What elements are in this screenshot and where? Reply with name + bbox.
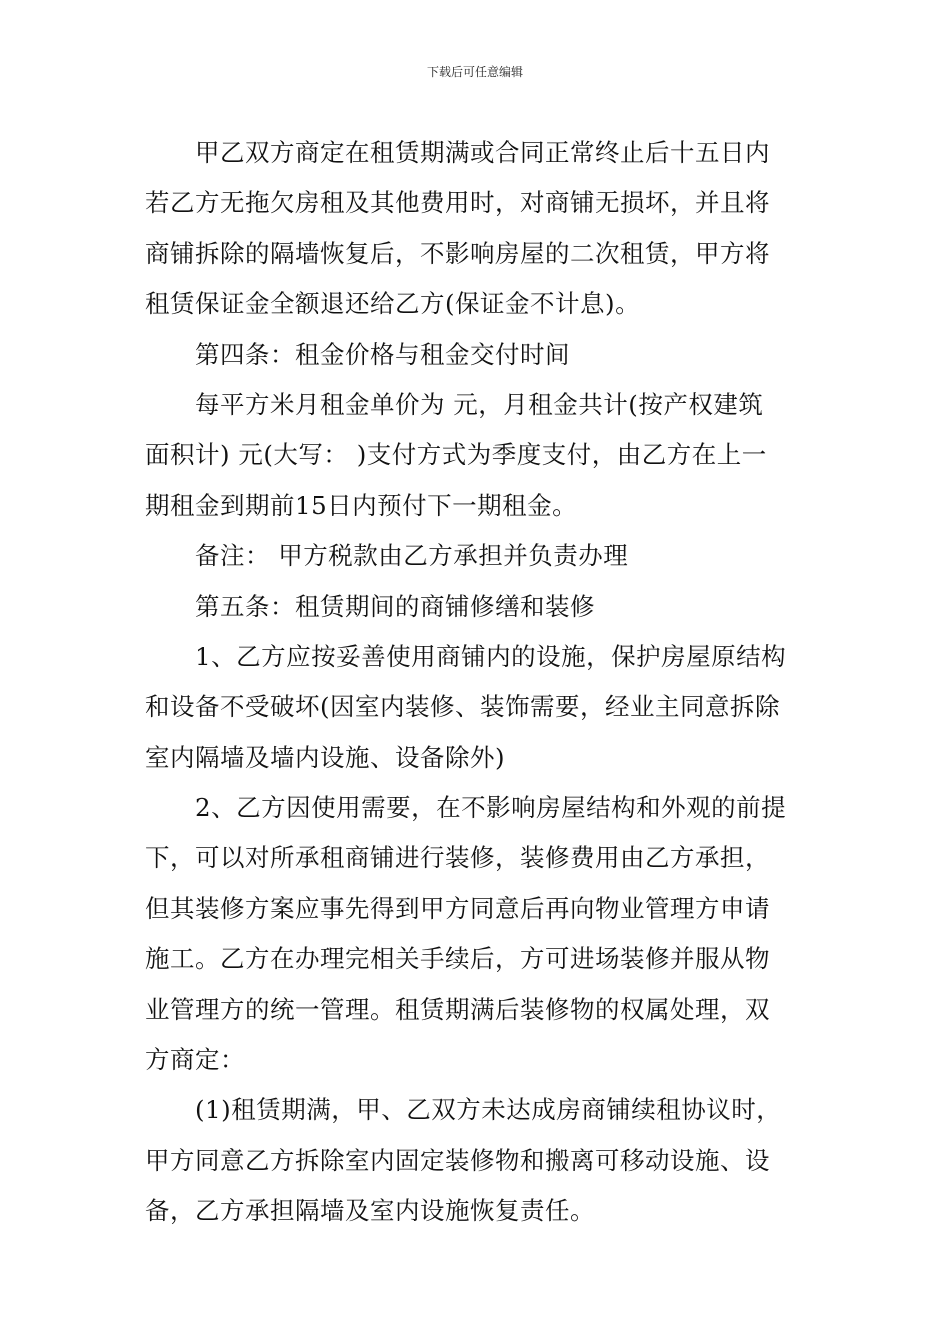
note-line: 备注： 甲方税款由乙方承担并负责办理	[195, 541, 629, 571]
paragraph-line: 商铺拆除的隔墙恢复后，不影响房屋的二次租赁，甲方将	[145, 238, 770, 268]
paragraph-line: 业管理方的统一管理。租赁期满后装修物的权属处理，双	[145, 994, 770, 1024]
section-heading: 第五条：租赁期间的商铺修缮和装修	[195, 591, 595, 621]
paragraph-line: 租赁保证金全额退还给乙方(保证金不计息)。	[145, 289, 641, 319]
paragraph-line: 备，乙方承担隔墙及室内设施恢复责任。	[145, 1196, 595, 1226]
paragraph-line: 1、乙方应按妥善使用商铺内的设施，保护房屋原结构	[195, 641, 787, 671]
paragraph-line: 面积计) 元(大写： )支付方式为季度支付，由乙方在上一	[145, 440, 767, 470]
paragraph-line: 期租金到期前15日内预付下一期租金。	[145, 490, 578, 520]
document-body	[145, 128, 815, 1237]
page-header: 下载后可任意编辑	[426, 65, 523, 79]
section-heading: 第四条：租金价格与租金交付时间	[195, 339, 570, 369]
paragraph-line: (1)租赁期满，甲、乙双方未达成房商铺续租协议时，	[195, 1095, 782, 1125]
paragraph-line: 室内隔墙及墙内设施、设备除外)	[145, 742, 506, 772]
paragraph-line: 若乙方无拖欠房租及其他费用时，对商铺无损坏，并且将	[145, 188, 770, 218]
paragraph-line: 下，可以对所承租商铺进行装修，装修费用由乙方承担，	[145, 843, 770, 873]
paragraph-line: 和设备不受破坏(因室内装修、装饰需要，经业主同意拆除	[145, 692, 781, 722]
paragraph-line: 每平方米月租金单价为 元，月租金共计(按产权建筑	[195, 389, 764, 419]
paragraph-line: 施工。乙方在办理完相关手续后，方可进场装修并服从物	[145, 944, 770, 974]
paragraph-line: 2、乙方因使用需要，在不影响房屋结构和外观的前提	[195, 793, 787, 823]
paragraph-line: 甲乙双方商定在租赁期满或合同正常终止后十五日内	[195, 138, 770, 167]
paragraph-line: 方商定：	[145, 1045, 245, 1075]
paragraph-line: 甲方同意乙方拆除室内固定装修物和搬离可移动设施、设	[145, 1145, 770, 1175]
paragraph-line: 但其装修方案应事先得到甲方同意后再向物业管理方申请	[145, 893, 770, 923]
